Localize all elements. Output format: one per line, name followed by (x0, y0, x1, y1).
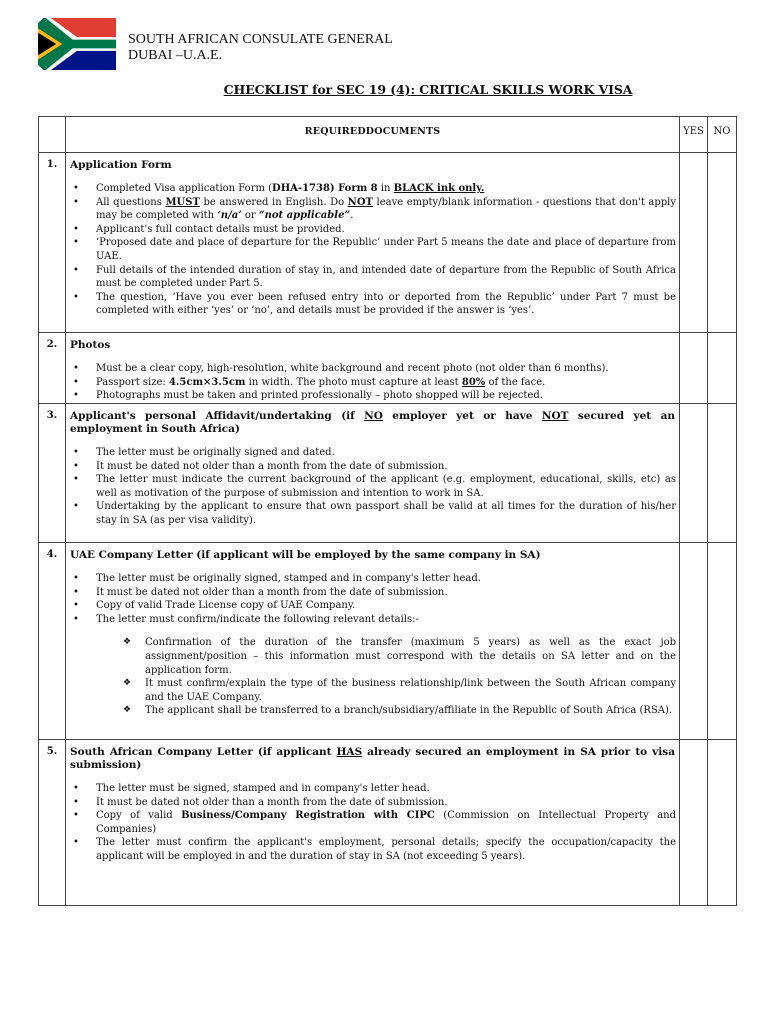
section-row-affidavit (39, 404, 737, 543)
section-heading: Application Form (70, 159, 172, 171)
list-item: • Copy of valid Trade License copy of UAE Company. (96, 599, 676, 613)
section-heading: South African Company Letter (if applicant HAS already secured an employment in SA prior to visa submission) (70, 746, 675, 771)
consulate-line-1: SOUTH AFRICAN CONSULATE GENERAL (128, 32, 393, 47)
no-checkbox-cell[interactable] (708, 153, 737, 333)
list-item: • Photographs must be taken and printed professionally – photo shopped will be rejected. (96, 389, 676, 403)
requirement-list (66, 182, 679, 318)
section-content (66, 404, 680, 543)
yes-checkbox-cell[interactable] (680, 153, 708, 333)
yes-checkbox-cell[interactable] (680, 404, 708, 543)
list-item: • The question, ‘Have you ever been refused entry into or deported from the Republic’ under Part 7 must be completed with either ‘yes’ or ‘no’, and details must be provided if the answer is ‘yes’. (96, 291, 676, 318)
list-item: • It must be dated not older than a month from the date of submission. (96, 460, 676, 474)
section-row-sa-company-letter (39, 740, 737, 906)
consulate-line-2: DUBAI –U.A.E. (128, 48, 223, 63)
requirement-list (66, 572, 679, 626)
list-item: • Undertaking by the applicant to ensure that own passport shall be valid at all times for the duration of his/her stay in SA (as per visa validity). (96, 500, 676, 527)
no-checkbox-cell[interactable] (708, 404, 737, 543)
list-item: • The letter must be originally signed and dated. (96, 446, 676, 460)
list-item: • It must be dated not older than a month from the date of submission. (96, 586, 676, 600)
no-checkbox-cell[interactable] (708, 740, 737, 906)
yes-checkbox-cell[interactable] (680, 740, 708, 906)
header-yes: YES (680, 117, 708, 153)
list-item: • Copy of valid Business/Company Registration with CIPC (Commission on Intellectual Property and Companies) (96, 809, 676, 836)
table-header-row (39, 117, 737, 153)
consulate-heading (128, 32, 393, 64)
list-item: • The letter must confirm/indicate the following relevant details:- (96, 613, 676, 627)
section-row-application-form (39, 153, 737, 333)
requirement-list (66, 782, 679, 864)
list-item: • Passport size: 4.5cm×3.5cm in width. The photo must capture at least 80% of the face. (96, 376, 676, 390)
yes-checkbox-cell[interactable] (680, 543, 708, 740)
list-item: • The letter must indicate the current background of the applicant (e.g. employment, educational, skills, etc) as well as motivation of the purpose of submission and intention to work in SA. (96, 473, 676, 500)
section-row-photos (39, 333, 737, 404)
section-content (66, 740, 680, 906)
section-number: 4. (39, 543, 66, 740)
header-number-cell (39, 117, 66, 153)
no-checkbox-cell[interactable] (708, 543, 737, 740)
section-heading: Applicant's personal Affidavit/undertaking (if NO employer yet or have NOT secured yet an employment in South Africa) (70, 410, 676, 435)
list-item: • The letter must be originally signed, stamped and in company's letter head. (96, 572, 676, 586)
yes-checkbox-cell[interactable] (680, 333, 708, 404)
list-item: ❖ Confirmation of the duration of the transfer (maximum 5 years) as well as the exact job assignment/position – this information must correspond with the details on SA letter and on the application form. (145, 636, 676, 677)
list-item: • Applicant's full contact details must be provided. (96, 223, 676, 237)
section-content (66, 153, 680, 333)
section-number: 5. (39, 740, 66, 906)
list-item: • Must be a clear copy, high-resolution, white background and recent photo (not older than 6 months). (96, 362, 676, 376)
checklist-table (38, 116, 737, 906)
section-number: 2. (39, 333, 66, 404)
no-checkbox-cell[interactable] (708, 333, 737, 404)
header-no: NO (708, 117, 737, 153)
list-item: ❖ The applicant shall be transferred to a branch/subsidiary/affiliate in the Republic of South Africa (RSA). (145, 704, 676, 718)
list-item: • The letter must be signed, stamped and in company's letter head. (96, 782, 676, 796)
list-item: • Completed Visa application Form (DHA-1738) Form 8 in BLACK ink only. (96, 182, 676, 196)
south-africa-flag-logo (36, 18, 118, 70)
section-row-uae-company-letter (39, 543, 737, 740)
list-item: ❖ It must confirm/explain the type of the business relationship/link between the South African company and the UAE Company. (145, 677, 676, 704)
section-content (66, 333, 680, 404)
header-required-documents: REQUIREDDOCUMENTS (66, 117, 680, 153)
requirement-list (66, 446, 679, 528)
document-title: CHECKLIST for SEC 19 (4): CRITICAL SKILLS WORK VISA (223, 82, 633, 97)
list-item: • ‘Proposed date and place of departure for the Republic’ under Part 5 means the date and place of departure from UAE. (96, 236, 676, 263)
section-number: 3. (39, 404, 66, 543)
section-heading: Photos (70, 339, 111, 351)
list-item: • All questions MUST be answered in English. Do NOT leave empty/blank information - questions that don't apply may be completed with ‘n/a’ or “not applicable”. (96, 196, 676, 223)
sub-requirement-list (66, 636, 679, 718)
section-number: 1. (39, 153, 66, 333)
requirement-list (66, 362, 679, 403)
section-heading: UAE Company Letter (if applicant will be employed by the same company in SA) (70, 549, 541, 561)
list-item: • Full details of the intended duration of stay in, and intended date of departure from the Republic of South Africa must be completed under Part 5. (96, 264, 676, 291)
section-content (66, 543, 680, 740)
list-item: • It must be dated not older than a month from the date of submission. (96, 796, 676, 810)
list-item: • The letter must confirm the applicant's employment, personal details; specify the occupation/capacity the applicant will be employed in and the duration of stay in SA (not exceeding 5 years). (96, 836, 676, 863)
